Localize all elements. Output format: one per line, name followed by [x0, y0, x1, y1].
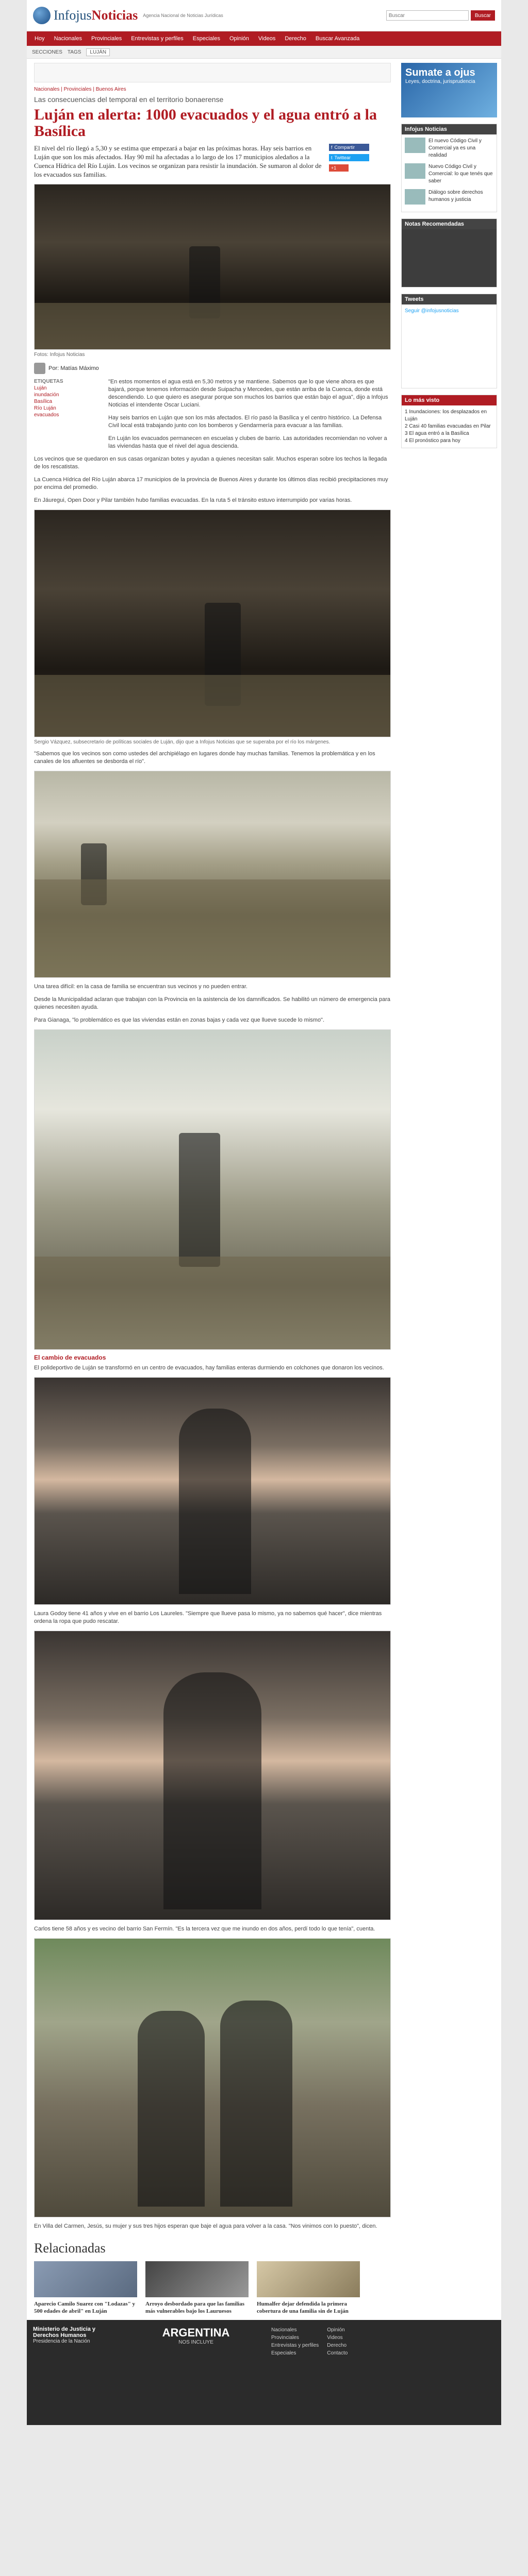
photo-4-water — [35, 1257, 390, 1349]
nav-item-provinciales[interactable]: Provinciales — [91, 36, 122, 42]
feed-widget-title: Infojus Noticias — [402, 124, 497, 134]
feed-widget-body — [402, 134, 497, 212]
paragraph: Una tarea difícil: en la casa de familia se encuentran sus vecinos y no pueden entrar. — [34, 984, 248, 990]
main-nav — [27, 31, 501, 46]
feed-widget — [401, 124, 497, 212]
tag-link[interactable]: evacuados — [34, 412, 59, 418]
content-columns — [27, 59, 501, 2315]
logo-icon — [33, 7, 51, 24]
footer-link[interactable]: Videos — [327, 2335, 343, 2341]
paragraph: Hay seis barrios en Luján que son los más afectados. El río pasó la Basílica y el centro histórico. La Defensa Civil local está trabajando junto con los bomberos y Gendarmería para evacuar a las familias. — [108, 415, 382, 429]
tag-link[interactable]: Río Luján — [34, 405, 56, 411]
gplus-share-button[interactable]: +1 — [329, 164, 349, 172]
twitter-follow-button[interactable]: Seguir @infojusnoticias — [405, 308, 459, 314]
related-title[interactable]: Aparecio Camilo Suarez con "Lodazas" y 500 edades de abril" en Luján — [34, 2301, 136, 2314]
subnav-tags[interactable]: TAGS — [67, 49, 81, 55]
nav-item-nacionales[interactable]: Nacionales — [54, 36, 82, 42]
footer-links-1 — [271, 2326, 319, 2419]
feed-thumb — [405, 189, 425, 205]
footer-ministry-title: Ministerio de Justicia y Derechos Humanos — [33, 2326, 96, 2338]
footer-links-2 — [327, 2326, 348, 2419]
twitter-body — [402, 304, 497, 388]
hero-photo — [34, 184, 391, 350]
hero-photo-caption: Fotos: Infojus Noticias — [34, 352, 85, 358]
section-heading: El cambio de evacuados — [34, 1354, 106, 1361]
sidebar-ad-text: Leyes, doctrina, jurisprudencia — [405, 79, 475, 84]
most-read-title: Lo más visto — [402, 395, 497, 405]
paragraph: "En estos momentos el agua está en 5,30 metros y se mantiene. Sabemos que lo que viene ahora es que bajará, porque tenemos información desde Suipacha y Mercedes, que están arriba de la Cuenca, donde está descendiendo. Lo que quiero es asegurar porque son muchos los barrios que están bajo el agua", dijo a Infojus Noticias el intendente Oscar Luciani. — [108, 379, 388, 408]
sidebar-ad-title: Sumate a ojus — [405, 67, 475, 78]
footer-link[interactable]: Provinciales — [271, 2335, 299, 2341]
paragraph: En Jáuregui, Open Door y Pilar también hubo familias evacuadas. En la ruta 5 el tránsito estuvo interrumpido por varias horas. — [34, 497, 352, 503]
search-button[interactable]: Buscar — [471, 10, 495, 21]
author-row — [34, 363, 391, 374]
site-logo[interactable] — [33, 7, 223, 24]
photo-4 — [34, 1029, 391, 1350]
breadcrumb[interactable]: Nacionales | Provinciales | Buenos Aires — [34, 87, 126, 92]
footer-link[interactable]: Opinión — [327, 2327, 345, 2333]
top-banner — [34, 63, 391, 82]
footer-link[interactable]: Especiales — [271, 2350, 296, 2356]
nav-item-hoy[interactable]: Hoy — [35, 36, 45, 42]
photo-4-figure — [179, 1133, 220, 1267]
lead-row — [34, 144, 391, 179]
photo-5 — [34, 1377, 391, 1605]
tags-label: ETIQUETAS — [34, 379, 63, 384]
tag-link[interactable]: Basílica — [34, 399, 53, 404]
share-buttons — [329, 144, 391, 179]
nav-item-entrevistas[interactable]: Entrevistas y perfiles — [131, 36, 184, 42]
paragraph: En Villa del Carmen, Jesús, su mujer y sus tres hijos esperan que baje el agua para volver a la casa. "Nos vinimos con lo puesto", dicen. — [34, 2223, 377, 2229]
nav-item-derecho[interactable]: Derecho — [285, 36, 306, 42]
tag-link[interactable]: inundación — [34, 392, 59, 398]
nav-item-buscar-avanzada[interactable]: Buscar Avanzada — [315, 36, 360, 42]
sidebar-ad[interactable] — [401, 63, 497, 117]
article-title: Luján en alerta: 1000 evacuados y el agua entró a la Basílica — [34, 106, 377, 140]
search-bar — [386, 10, 495, 21]
sub-nav — [27, 46, 501, 59]
nav-item-especiales[interactable]: Especiales — [192, 36, 220, 42]
photo-5-figure — [179, 1409, 251, 1594]
article-text — [108, 378, 391, 455]
paragraph: Carlos tiene 58 años y es vecino del barrio San Fermín. "Es la tercera vez que me inundo en dos años, perdí todo lo que tenía", cuenta. — [34, 1926, 375, 1932]
related-thumbnail[interactable] — [145, 2261, 249, 2297]
search-input[interactable] — [386, 10, 469, 21]
photo-2-water — [35, 675, 390, 737]
main-column — [27, 59, 398, 2315]
photo-6-figure — [163, 1672, 261, 1909]
related-heading: Relacionadas — [34, 2241, 106, 2256]
related-card[interactable] — [34, 2261, 137, 2315]
feed-item[interactable]: Diálogo sobre derechos humanos y justicia — [405, 189, 493, 205]
related-card[interactable] — [145, 2261, 249, 2315]
twitter-widget — [401, 294, 497, 388]
most-read-widget — [401, 395, 497, 448]
footer-link[interactable]: Contacto — [327, 2350, 348, 2356]
photo-7 — [34, 1938, 391, 2217]
paragraph: En Luján los evacuados permanecen en escuelas y clubes de barrio. Las autoridades recomiendan no volver a las viviendas hasta que el nivel del agua descienda. — [108, 435, 387, 449]
related-thumbnail[interactable] — [257, 2261, 360, 2297]
recommended-widget — [401, 218, 497, 287]
nav-item-videos[interactable]: Videos — [258, 36, 276, 42]
author-name: Por: Matías Máximo — [48, 365, 99, 371]
footer-ministry — [33, 2326, 121, 2419]
photo-3-water — [35, 879, 390, 977]
related-title[interactable]: Humalfer dejar defendida la primera cobertura de una familia sin de Luján — [257, 2301, 349, 2314]
footer-link[interactable]: Entrevistas y perfiles — [271, 2343, 319, 2348]
feed-thumb — [405, 163, 425, 179]
paragraph: Para Gianaga, "lo problemático es que las viviendas están en zonas bajas y cada vez que llueve sucede lo mismo". — [34, 1017, 325, 1023]
most-read-item[interactable]: 2 Casi 40 familias evacuadas en Pilar — [405, 423, 491, 429]
feed-item[interactable]: El nuevo Código Civil y Comercial ya es una realidad — [405, 138, 493, 159]
article-body — [34, 378, 391, 455]
photo-2 — [34, 510, 391, 737]
related-list — [34, 2261, 391, 2315]
hero-photo-water — [35, 303, 390, 349]
photo-6 — [34, 1631, 391, 1920]
photo-7-figure-1 — [138, 2011, 205, 2207]
site-container — [27, 0, 501, 2425]
feed-item[interactable]: Nuevo Código Civil y Comercial: lo que tenés que saber — [405, 163, 493, 185]
logo-subtitle: Agencia Nacional de Noticias Jurídicas — [143, 13, 223, 18]
sidebar — [398, 59, 501, 2315]
author-avatar — [34, 363, 45, 374]
photo-3 — [34, 771, 391, 978]
related-title[interactable]: Arroyo desbordado para que las familias más vulnerables bajo los Lauruesos — [145, 2301, 245, 2314]
paragraph: Los vecinos que se quedaron en sus casas organizan botes y ayudan a quienes necesitan salir. Muchos esperan sobre los techos la llegada de los rescatistas. — [34, 456, 387, 470]
paragraph: Laura Godoy tiene 41 años y vive en el barrio Los Laureles. "Siempre que llueve pasa lo mismo, ya no sabemos qué hacer", dice mientras ordena la ropa que pudo rescatar. — [34, 1611, 382, 1624]
article-lead: El nivel del río llegó a 5,30 y se estima que empezará a bajar en las próximas horas. Hay seis barrios en Luján que son los más afectados. Hay 90 mil ha afectadas a lo largo de los 17 municipios aledaños a la Cuenca Hídrica del Río Luján. Los vecinos se organizan para resistir la inundación. Se sumaron al dolor de los evacuados sus familias. — [34, 144, 322, 178]
tags-box — [34, 378, 101, 455]
paragraph: El polideportivo de Luján se transformó en un centro de evacuados, hay familias enteras durmiendo en colchones que donaron los vecinos. — [34, 1365, 384, 1371]
twitter-share-button[interactable]: t Twittear — [329, 154, 369, 161]
facebook-icon: f — [331, 145, 333, 150]
photo-2-caption: Sergio Vázquez, subsecretario de políticas sociales de Luján, dijo que a Infojus Noticias que se superaba por el río los márgenes. — [34, 739, 331, 745]
related-card[interactable] — [257, 2261, 360, 2315]
most-read-item[interactable]: 1 Inundaciones: los desplazados en Luján — [405, 409, 487, 422]
footer — [27, 2320, 501, 2425]
recommended-title: Notas Recomendadas — [402, 219, 497, 229]
footer-argentina: ARGENTINA NOS INCLUYE — [162, 2326, 230, 2345]
facebook-share-button[interactable]: f Compartir — [329, 144, 369, 151]
paragraph: "Sabemos que los vecinos son como ustedes del archipiélago en lugares donde hay muchas familias. Tenemos la problemática y en los canales de los afluentes se desborda el río". — [34, 751, 375, 765]
logo-title: InfojusNoticias — [54, 8, 138, 23]
subnav-select[interactable]: LUJÁN — [86, 48, 110, 56]
article-kicker: Las consecuencias del temporal en el territorio bonaerense — [34, 95, 224, 104]
header — [27, 0, 501, 31]
photo-7-figure-2 — [220, 2001, 292, 2207]
paragraph: Desde la Municipalidad aclaran que trabajan con la Provincia en la asistencia de los damnificados. Se habilitó un número de emergencia para quienes necesiten ayuda. — [34, 996, 390, 1010]
footer-link[interactable]: Derecho — [327, 2343, 347, 2348]
nav-item-opinion[interactable]: Opinión — [229, 36, 249, 42]
feed-thumb — [405, 138, 425, 153]
subnav-sections[interactable]: SECCIONES — [32, 49, 62, 55]
most-read-body — [402, 405, 497, 448]
related-thumbnail[interactable] — [34, 2261, 137, 2297]
paragraph: La Cuenca Hídrica del Río Luján abarca 17 municipios de la provincia de Buenos Aires y durante los últimos días recibió precipitaciones muy por encima del promedio. — [34, 477, 388, 490]
recommended-body — [402, 229, 497, 287]
most-read-item[interactable]: 3 El agua entró a la Basílica — [405, 431, 469, 436]
twitter-icon: t — [331, 155, 333, 160]
footer-link[interactable]: Nacionales — [271, 2327, 297, 2333]
footer-presidency: Presidencia de la Nación — [33, 2338, 90, 2344]
tag-link[interactable]: Luján — [34, 385, 47, 391]
twitter-title: Tweets — [402, 294, 497, 304]
most-read-item[interactable]: 4 El pronóstico para hoy — [405, 438, 460, 444]
